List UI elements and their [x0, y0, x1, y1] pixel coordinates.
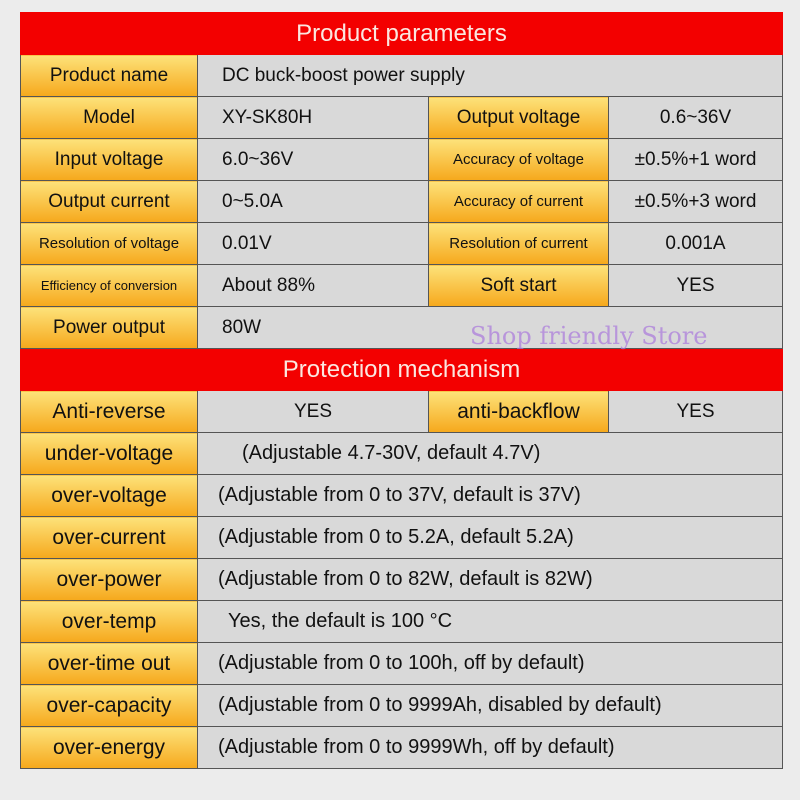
row-label: Input voltage — [21, 139, 198, 181]
row-label: over-power — [21, 559, 198, 601]
table-row — [21, 685, 783, 727]
protection-mechanism-header: Protection mechanism — [21, 349, 783, 391]
row-value: About 88% — [198, 265, 429, 307]
row-value: XY-SK80H — [198, 97, 429, 139]
row-value: DC buck-boost power supply — [198, 55, 783, 97]
row-value: (Adjustable from 0 to 100h, off by default) — [198, 643, 783, 685]
spec-table — [20, 12, 783, 769]
row-value: 6.0~36V — [198, 139, 429, 181]
row-value: 0~5.0A — [198, 181, 429, 223]
row-value: ±0.5%+3 word — [609, 181, 783, 223]
table-row — [21, 223, 783, 265]
row-label: Model — [21, 97, 198, 139]
table-row — [21, 559, 783, 601]
watermark: Shop friendly Store — [470, 322, 708, 350]
row-label: Anti-reverse — [21, 391, 198, 433]
row-value: (Adjustable from 0 to 9999Wh, off by default) — [198, 727, 783, 769]
table-row — [21, 265, 783, 307]
row-label: Accuracy of current — [429, 181, 609, 223]
table-row — [21, 475, 783, 517]
table-row — [21, 139, 783, 181]
table-row — [21, 601, 783, 643]
row-label: Resolution of voltage — [21, 223, 198, 265]
row-label: over-temp — [21, 601, 198, 643]
row-value: 80W — [198, 307, 783, 349]
table-row — [21, 517, 783, 559]
row-label: Output current — [21, 181, 198, 223]
row-label: under-voltage — [21, 433, 198, 475]
product-parameters-header: Product parameters — [21, 13, 783, 55]
row-value: YES — [609, 391, 783, 433]
row-value: ±0.5%+1 word — [609, 139, 783, 181]
row-label: over-current — [21, 517, 198, 559]
row-label: anti-backflow — [429, 391, 609, 433]
table-row — [21, 97, 783, 139]
row-label: over-voltage — [21, 475, 198, 517]
row-value: (Adjustable from 0 to 37V, default is 37V) — [198, 475, 783, 517]
table-row — [21, 391, 783, 433]
row-value: 0.001A — [609, 223, 783, 265]
row-label: Efficiency of conversion — [21, 265, 198, 307]
table-row — [21, 307, 783, 349]
row-value: (Adjustable from 0 to 82W, default is 82W) — [198, 559, 783, 601]
row-value: 0.01V — [198, 223, 429, 265]
table-row — [21, 643, 783, 685]
row-label: Soft start — [429, 265, 609, 307]
row-label: Accuracy of voltage — [429, 139, 609, 181]
row-label: Power output — [21, 307, 198, 349]
row-value: YES — [198, 391, 429, 433]
row-value: YES — [609, 265, 783, 307]
row-label: over-time out — [21, 643, 198, 685]
row-label: Product name — [21, 55, 198, 97]
table-row — [21, 433, 783, 475]
table-row — [21, 181, 783, 223]
table-row — [21, 55, 783, 97]
table-row — [21, 727, 783, 769]
row-value: Yes, the default is 100 °C — [198, 601, 783, 643]
row-value: (Adjustable from 0 to 9999Ah, disabled by default) — [198, 685, 783, 727]
row-label: Resolution of current — [429, 223, 609, 265]
row-label: over-capacity — [21, 685, 198, 727]
row-label: Output voltage — [429, 97, 609, 139]
row-value: (Adjustable 4.7-30V, default 4.7V) — [198, 433, 783, 475]
row-label: over-energy — [21, 727, 198, 769]
row-value: (Adjustable from 0 to 5.2A, default 5.2A) — [198, 517, 783, 559]
row-value: 0.6~36V — [609, 97, 783, 139]
